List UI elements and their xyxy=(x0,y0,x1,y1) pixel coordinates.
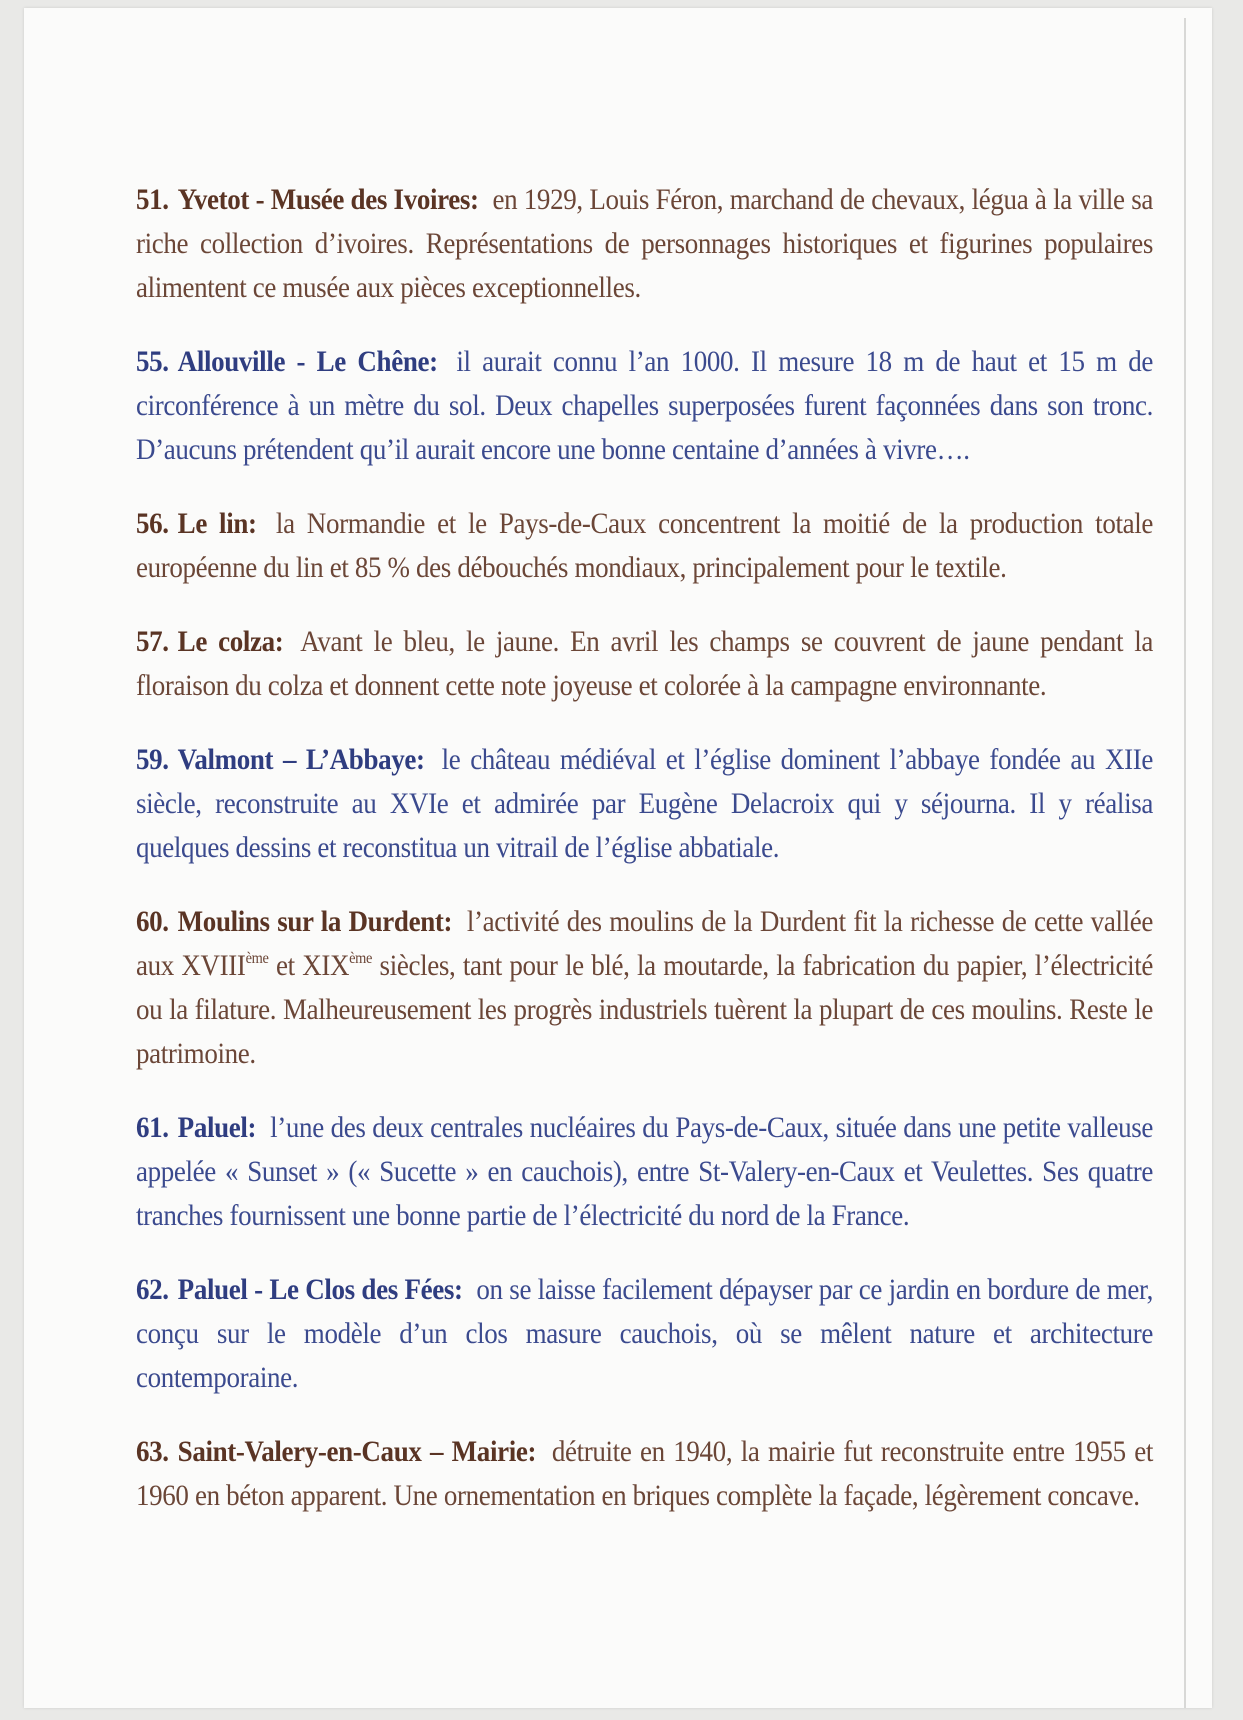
entry-title: Yvetot - Musée des Ivoires: xyxy=(177,183,479,216)
entry-title: Le lin: xyxy=(177,507,257,540)
entry-56 xyxy=(136,502,1153,590)
entry-text-part-a: l’activité des moulins de la Durdent fit la richesse de cette vallée aux XVIII xyxy=(136,905,1153,982)
page-edge xyxy=(1184,18,1186,1708)
entry-number: 63. xyxy=(136,1435,169,1468)
entry-63 xyxy=(136,1430,1153,1518)
entry-text: on se laisse facilement dépayser par ce jardin en bordure de mer, conçu sur le modèle d’un clos masure cauchois, où se mêlent nature et architecture contemporaine. xyxy=(136,1273,1154,1394)
entry-text: détruite en 1940, la mairie fut reconstruite entre 1955 et 1960 en béton apparent. Une ornementation en briques complète la façade, légèrement concave. xyxy=(136,1435,1154,1512)
entry-number: 60. xyxy=(136,905,169,938)
entry-title: Valmont – L’Abbaye: xyxy=(177,743,425,776)
entry-51 xyxy=(136,178,1153,310)
entry-title: Moulins sur la Durdent: xyxy=(177,905,453,938)
entry-55 xyxy=(136,340,1153,472)
entry-59 xyxy=(136,738,1153,870)
entry-number: 51. xyxy=(136,183,169,216)
entry-text: la Normandie et le Pays-de-Caux concentrent la moitié de la production totale européenne du lin et 85 % des débouchés mondiaux, principalement pour le textile. xyxy=(136,507,1153,584)
superscript-eme: ème xyxy=(245,950,269,967)
entry-number: 62. xyxy=(136,1273,169,1306)
entry-text: Avant le bleu, le jaune. En avril les champs se couvrent de jaune pendant la floraison du colza et donnent cette note joyeuse et colorée à la campagne environnante. xyxy=(136,625,1153,702)
superscript-eme: ème xyxy=(349,950,373,967)
entry-text-part-c: siècles, tant pour le blé, la moutarde, la fabrication du papier, l’électricité ou la filature. Malheureusement les progrès industriels tuèrent la plupart de ces moulins. Reste le patrimoine. xyxy=(136,949,1154,1070)
entry-number: 56. xyxy=(136,507,169,540)
entry-title: Saint-Valery-en-Caux – Mairie: xyxy=(177,1435,537,1468)
entry-text: le château médiéval et l’église dominent l’abbaye fondée au XIIe siècle, reconstruite au XVIe et admirée par Eugène Delacroix qui y séjourna. Il y réalisa quelques dessins et reconstitua un vitrail de l’église abbatiale. xyxy=(136,743,1153,864)
entry-text: l’une des deux centrales nucléaires du Pays-de-Caux, située dans une petite valleuse appelée « Sunset » (« Sucette » en cauchois), entre St-Valery-en-Caux et Veulettes. Ses quatre tranches fournissent une bonne partie de l’électricité du nord de la France. xyxy=(136,1111,1153,1232)
entry-text-part-b: et XIX xyxy=(268,949,350,982)
entry-number: 61. xyxy=(136,1111,169,1144)
document-page xyxy=(24,8,1212,1708)
entry-title: Le colza: xyxy=(177,625,284,658)
entry-number: 59. xyxy=(136,743,169,776)
entry-62 xyxy=(136,1268,1153,1400)
entry-61 xyxy=(136,1106,1153,1238)
entry-text: il aurait connu l’an 1000. Il mesure 18 m de haut et 15 m de circonférence à un mètre du sol. Deux chapelles superposées furent façonnées dans son tronc. D’aucuns prétendent qu’il aurait encore une bonne centaine d’années à vivre…. xyxy=(136,345,1153,466)
entry-number: 57. xyxy=(136,625,169,658)
entry-text: en 1929, Louis Féron, marchand de chevaux, légua à la ville sa riche collection d’ivoires. Représentations de personnages historiques et figurines populaires alimentent ce musée aux pièces exceptionnelles. xyxy=(136,183,1153,304)
entry-57 xyxy=(136,620,1153,708)
entry-title: Paluel: xyxy=(177,1111,257,1144)
entry-number: 55. xyxy=(136,345,169,378)
entry-title: Paluel - Le Clos des Fées: xyxy=(177,1273,463,1306)
entry-title: Allouville - Le Chêne: xyxy=(177,345,438,378)
entry-list xyxy=(136,178,1154,1548)
entry-60 xyxy=(136,900,1153,1076)
